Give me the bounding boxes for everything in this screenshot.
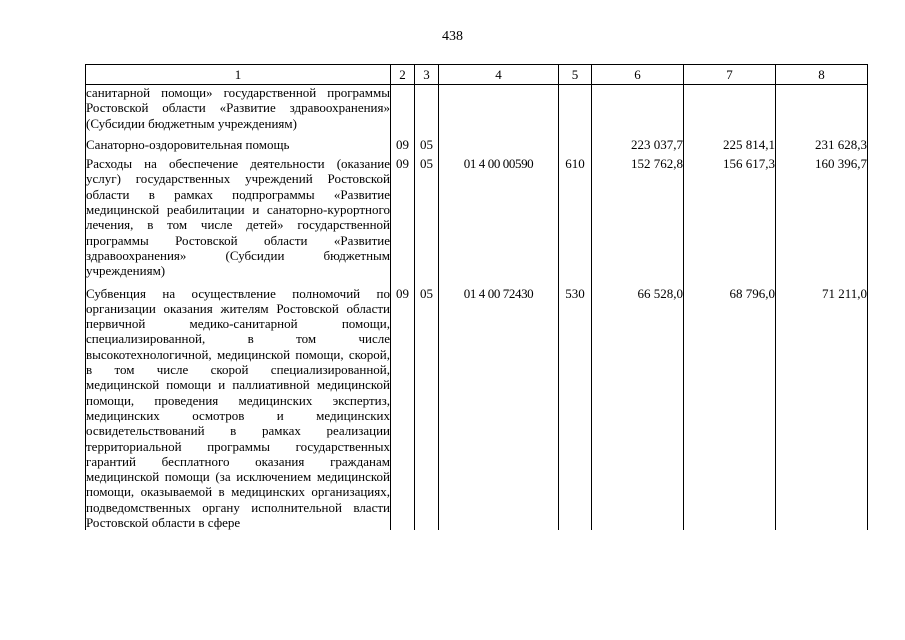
row-description: Санаторно-оздоровительная помощь — [86, 137, 391, 156]
header-col-8: 8 — [776, 65, 868, 85]
row-expense-type: 610 — [559, 156, 592, 285]
budget-table — [85, 64, 868, 530]
row-expense-type — [559, 137, 592, 156]
row-section — [391, 85, 415, 137]
row-subsection: 05 — [415, 156, 439, 285]
header-col-4: 4 — [439, 65, 559, 85]
row-amount-year1: 66 528,0 — [592, 286, 684, 531]
row-target-article: 01 4 00 72430 — [439, 286, 559, 531]
row-amount-year3: 160 396,7 — [776, 156, 868, 285]
row-section: 09 — [391, 156, 415, 285]
row-amount-year1 — [592, 85, 684, 137]
header-col-1: 1 — [86, 65, 391, 85]
row-subsection — [415, 85, 439, 137]
row-amount-year1: 223 037,7 — [592, 137, 684, 156]
row-description: санитарной помощи» государственной программы Ростовской области «Развитие здравоохранения» (Субсидии бюджетным учреждениям) — [86, 85, 391, 137]
row-description: Расходы на обеспечение деятельности (оказание услуг) государственных учреждений Ростовской области в рамках подпрограммы «Развитие медицинской реабилитации и санаторно-курортного лечения, в том числе детей» государственной программы Ростовской области «Развитие здравоохранения» (Субсидии бюджетным учреждениям) — [86, 156, 391, 285]
page-number: 438 — [442, 29, 463, 44]
header-col-3: 3 — [415, 65, 439, 85]
row-subsection: 05 — [415, 137, 439, 156]
header-col-7: 7 — [684, 65, 776, 85]
row-section: 09 — [391, 137, 415, 156]
table-row — [86, 137, 868, 156]
header-col-5: 5 — [559, 65, 592, 85]
header-col-2: 2 — [391, 65, 415, 85]
row-description: Субвенция на осуществление полномочий по организации оказания жителям Ростовской области первичной медико-санитарной помощи, специализированной, в том числе высокотехнологичной, медицинской помощи, скорой, в том числе скорой специализированной, медицинской помощи и паллиативной медицинской помощи, проведения медицинских экспертиз, медицинских осмотров и медицинских освидетельствований в рамках реализации территориальной программы государственных гарантий бесплатного оказания гражданам медицинской помощи (за исключением медицинской помощи, оказываемой в медицинских организациях, подведомственных органу исполнительной власти Ростовской области в сфере — [86, 285, 390, 531]
table-row — [86, 156, 868, 285]
row-expense-type — [559, 85, 592, 137]
row-expense-type: 530 — [559, 286, 592, 531]
table-row — [86, 85, 868, 137]
row-target-article — [439, 85, 559, 137]
table-row — [86, 286, 868, 531]
row-subsection: 05 — [415, 286, 439, 531]
row-amount-year2: 225 814,1 — [684, 137, 776, 156]
row-amount-year2: 156 617,3 — [684, 156, 776, 285]
header-col-6: 6 — [592, 65, 684, 85]
row-amount-year3: 231 628,3 — [776, 137, 868, 156]
row-amount-year3 — [776, 85, 868, 137]
row-amount-year2 — [684, 85, 776, 137]
row-amount-year3: 71 211,0 — [776, 286, 868, 531]
row-section: 09 — [391, 286, 415, 531]
row-amount-year2: 68 796,0 — [684, 286, 776, 531]
row-amount-year1: 152 762,8 — [592, 156, 684, 285]
row-target-article — [439, 137, 559, 156]
header-row — [86, 65, 868, 85]
row-target-article: 01 4 00 00590 — [439, 156, 559, 285]
